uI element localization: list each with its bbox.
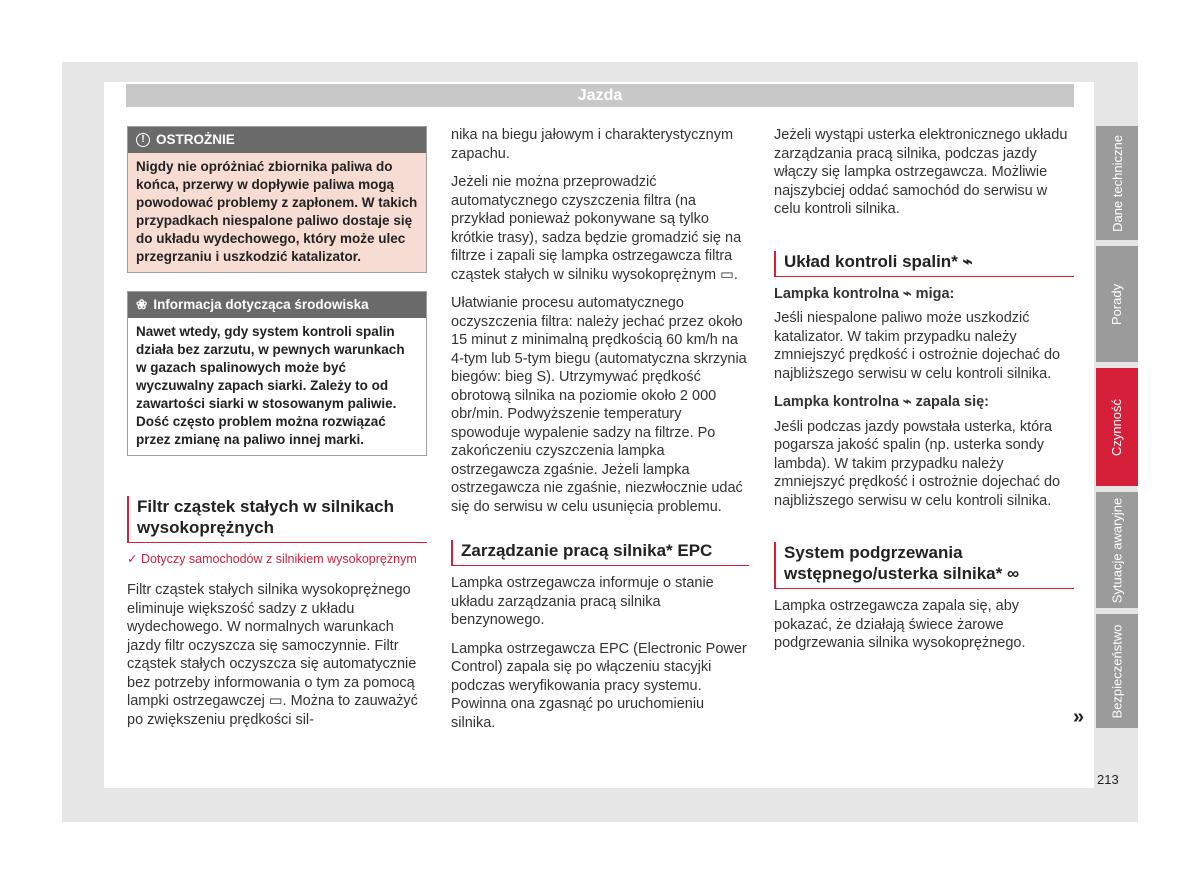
warning-title: OSTROŻNIE bbox=[156, 132, 235, 147]
column-3 bbox=[774, 126, 1074, 663]
flower-icon: ❀ bbox=[136, 297, 148, 312]
col2-paragraph-4: Lampka ostrzegawcza informuje o stanie układu zarządzania pracą silnika benzynowego. bbox=[451, 575, 714, 628]
glow-section-title: System podgrzewania wstępnego/usterka silnika* ∞ bbox=[774, 542, 1074, 589]
column-2 bbox=[451, 126, 749, 742]
applicability-note: ✓ Dotyczy samochodów z silnikiem wysokoprężnym bbox=[127, 552, 417, 566]
col3-paragraph-3: Jeśli podczas jazdy powstała usterka, która pogarsza jakość spalin (np. usterka sondy lambda). W takim przypadku należy zmniejszyć prędkość i ostrożnie dojechać do najbliższego serwisu w celu kontroli silnika. bbox=[774, 418, 1061, 509]
subheading-flashing: Lampka kontrolna ⌁ miga: bbox=[774, 285, 955, 302]
warning-box-head bbox=[128, 127, 426, 153]
warning-icon: ! bbox=[136, 133, 150, 147]
epc-section-title: Zarządzanie pracą silnika* EPC bbox=[451, 540, 749, 566]
emissions-section-title: Układ kontroli spalin* ⌁ bbox=[774, 251, 1074, 277]
col3-paragraph-1: Jeżeli wystąpi usterka elektronicznego układu zarządzania pracą silnika, podczas jazdy włączy się lampka ostrzegawcza. Możliwie najszybciej oddać samochód do serwisu w celu kontroli silnika. bbox=[774, 127, 1068, 217]
col2-paragraph-2: Jeżeli nie można przeprowadzić automatycznego czyszczenia filtra (na przykład ponieważ pokonywane są tylko krótkie trasy), sadza będzie gromadzić się na filtrze i zapali się lampka ostrzegawcza filtra cząstek stałych w silniku wysokoprężnym ▭. bbox=[451, 174, 742, 283]
filter-section-title: Filtr cząstek stałych w silnikach wysokoprężnych bbox=[127, 496, 427, 543]
warning-text: Nigdy nie opróżniać zbiornika paliwa do końca, przerwy w dopływie paliwa mogą powodować problemy z zapłonem. W takich przypadkach niespalone paliwo dostaje się do układu wydechowego, który może ulec przegrzaniu i uszkodzić katalizator. bbox=[128, 153, 426, 272]
col3-paragraph-4: Lampka ostrzegawcza zapala się, aby pokazać, że działają świece żarowe podgrzewania silnika wysokoprężnego. bbox=[774, 598, 1026, 651]
environment-box bbox=[127, 291, 427, 456]
col3-paragraph-2: Jeśli niespalone paliwo może uszkodzić katalizator. W takim przypadku należy zmniejszyć prędkość i ostrożnie dojechać do najbliższego serwisu w celu kontroli silnika. bbox=[774, 310, 1061, 382]
continue-arrow: » bbox=[1073, 706, 1085, 728]
environment-title: Informacja dotycząca środowiska bbox=[153, 297, 369, 312]
col2-paragraph-1: nika na biegu jałowym i charakterystycznym zapachu. bbox=[451, 127, 734, 162]
column-1 bbox=[127, 126, 427, 739]
tab-porady[interactable]: Porady bbox=[1096, 246, 1138, 362]
tab-dane-techniczne[interactable]: Dane techniczne bbox=[1096, 126, 1138, 240]
tab-bezpieczenstwo[interactable]: Bezpieczeństwo bbox=[1096, 614, 1138, 728]
section-header: Jazda bbox=[126, 84, 1074, 107]
page-number: 213 bbox=[1097, 772, 1119, 787]
col2-paragraph-5: Lampka ostrzegawcza EPC (Electronic Power Control) zapala się po włączeniu stacyjki podczas weryfikowania pracy systemu. Powinna ona zgasnąć po uruchomieniu silnika. bbox=[451, 640, 747, 731]
environment-box-head bbox=[128, 292, 426, 318]
tab-sytuacje-awaryjne[interactable]: Sytuacje awaryjne bbox=[1096, 492, 1138, 608]
col2-paragraph-3: Ułatwianie procesu automatycznego oczyszczenia filtra: należy jechać przez około 15 minut z minimalną prędkością 60 km/h na 4-tym lub 5-tym biegu (automatyczna skrzynia biegów: bieg S). Utrzymywać prędkość obrotową silnika na poziomie około 2 000 obr/min. Podwyższenie temperatury spowoduje wypalenie sadzy na filtrze. Po zakończeniu czyszczenia lampka ostrzegawcza zgaśnie. Jeżeli lampka ostrzegawcza nie zgaśnie, niezwłocznie udać się do serwisu w celu usunięcia problemu. bbox=[451, 295, 747, 515]
environment-text: Nawet wtedy, gdy system kontroli spalin działa bez zarzutu, w pewnych warunkach w gazach spalinowych może być wyczuwalny zapach siarki. Zależy to od zawartości siarki w stosowanym paliwie. Dość często problem można rozwiązać przez zmianę na paliwo innej marki. bbox=[128, 318, 426, 455]
tab-czynnosc[interactable]: Czynność bbox=[1096, 368, 1138, 486]
filter-paragraph: Filtr cząstek stałych silnika wysokoprężnego eliminuje większość sadzy z układu wydechowego. W normalnych warunkach jazdy filtr oczyszcza się samoczynnie. Filtr cząstek stałych oczyszcza się automatycznie bez potrzeby informowania o tym za pomocą lampki ostrzegawczej ▭. Można to zauważyć po zwiększeniu prędkości sil- bbox=[127, 582, 418, 728]
subheading-lit: Lampka kontrolna ⌁ zapala się: bbox=[774, 394, 990, 410]
warning-box bbox=[127, 126, 427, 273]
